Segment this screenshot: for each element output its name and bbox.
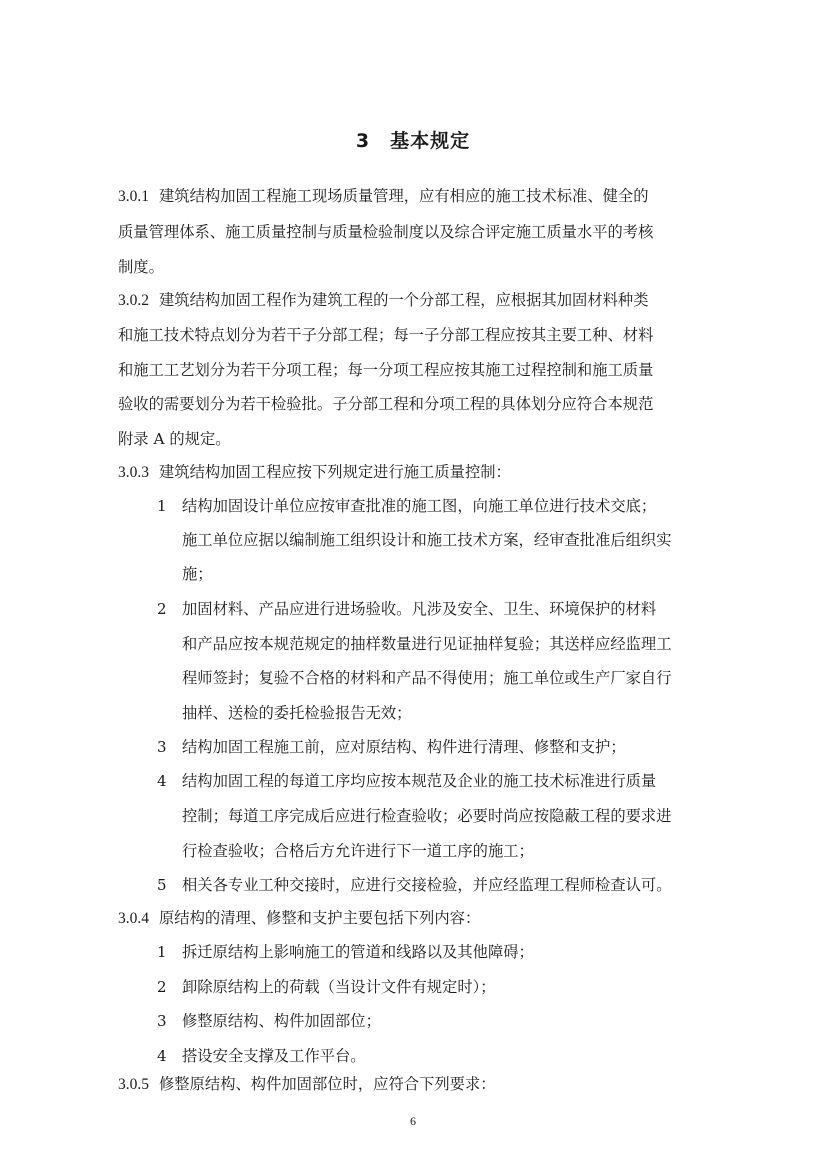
- list-item: 结构加固工程施工前，应对原结构、构件进行清理、修整和支护；: [182, 738, 626, 756]
- clause-number: 3.0.2: [118, 292, 149, 309]
- clause-3-0-3: [118, 462, 511, 483]
- list-item: 拆迁原结构上影响施工的管道和线路以及其他障碍；: [182, 943, 534, 961]
- clause-text: 建筑结构加固工程作为建筑工程的一个分部工程，应根据其加固材料种类: [159, 291, 649, 309]
- list-item-line: 控制；每道工序完成后应进行检查验收；必要时尚应按隐蔽工程的要求进: [182, 807, 672, 825]
- list-item: 修整原结构、构件加固部位；: [182, 1012, 381, 1030]
- list-item-line: 施工单位应据以编制施工组织设计和施工技术方案，经审查批准后组织实: [182, 531, 672, 549]
- list-item-line: 程师签封；复验不合格的材料和产品不得使用；施工单位或生产厂家自行: [182, 669, 672, 687]
- clause-text-line: 质量管理体系、施工质量控制与质量检验制度以及综合评定施工质量水平的考核: [118, 223, 654, 241]
- list-item-line: 施；: [182, 565, 213, 583]
- clause-3-0-2: [118, 290, 649, 311]
- item-number: 3: [157, 738, 167, 756]
- chapter-number: 3: [355, 130, 371, 152]
- clause-text-line: 验收的需要划分为若干检验批。子分部工程和分项工程的具体划分应符合本规范: [118, 395, 654, 413]
- clause-3-0-5: [118, 1074, 496, 1095]
- list-item: 搭设安全支撑及工作平台。: [182, 1047, 366, 1065]
- list-item: 结构加固工程的每道工序均应按本规范及企业的施工技术标准进行质量: [182, 772, 657, 790]
- item-number: 4: [157, 772, 167, 790]
- clause-text: 修整原结构、构件加固部位时，应符合下列要求：: [159, 1075, 496, 1093]
- clause-text-line: 附录 A 的规定。: [118, 430, 231, 448]
- item-number: 5: [157, 876, 167, 894]
- clause-text: 建筑结构加固工程应按下列规定进行施工质量控制：: [159, 463, 511, 481]
- item-number: 1: [157, 943, 167, 961]
- list-item-line: 抽样、送检的委托检验报告无效；: [182, 704, 412, 722]
- clause-text-line: 和施工工艺划分为若干分项工程；每一分项工程应按其施工过程控制和施工质量: [118, 361, 654, 379]
- clause-number: 3.0.1: [118, 188, 149, 205]
- clause-number: 3.0.4: [118, 910, 149, 927]
- list-item-line: 和产品应按本规范规定的抽样数量进行见证抽样复验；其送样应经监理工: [182, 635, 672, 653]
- clause-text-line: 制度。: [118, 258, 164, 276]
- item-number: 4: [157, 1047, 167, 1065]
- chapter-title: 基本规定: [390, 130, 471, 152]
- clause-number: 3.0.5: [118, 1076, 149, 1093]
- item-number: 2: [157, 600, 167, 618]
- list-item: 结构加固设计单位应按审查批准的施工图，向施工单位进行技术交底；: [182, 497, 657, 515]
- item-number: 2: [157, 978, 167, 996]
- clause-3-0-4: [118, 908, 480, 929]
- chapter-heading: [0, 126, 826, 153]
- clause-3-0-1: [118, 186, 649, 207]
- item-number: 3: [157, 1012, 167, 1030]
- page-number: 6: [410, 1114, 416, 1128]
- list-item: 加固材料、产品应进行进场验收。凡涉及安全、卫生、环境保护的材料: [182, 600, 657, 618]
- clause-text-line: 和施工技术特点划分为若干子分部工程；每一子分部工程应按其主要工种、材料: [118, 326, 654, 344]
- clause-number: 3.0.3: [118, 464, 149, 481]
- item-number: 1: [157, 497, 167, 515]
- list-item-line: 行检查验收；合格后方允许进行下一道工序的施工；: [182, 842, 534, 860]
- clause-text: 原结构的清理、修整和支护主要包括下列内容：: [159, 909, 481, 927]
- clause-text: 建筑结构加固工程施工现场质量管理，应有相应的施工技术标准、健全的: [159, 187, 649, 205]
- list-item: 相关各专业工种交接时，应进行交接检验，并应经监理工程师检查认可。: [182, 876, 672, 894]
- list-item: 卸除原结构上的荷载（当设计文件有规定时）；: [182, 978, 496, 996]
